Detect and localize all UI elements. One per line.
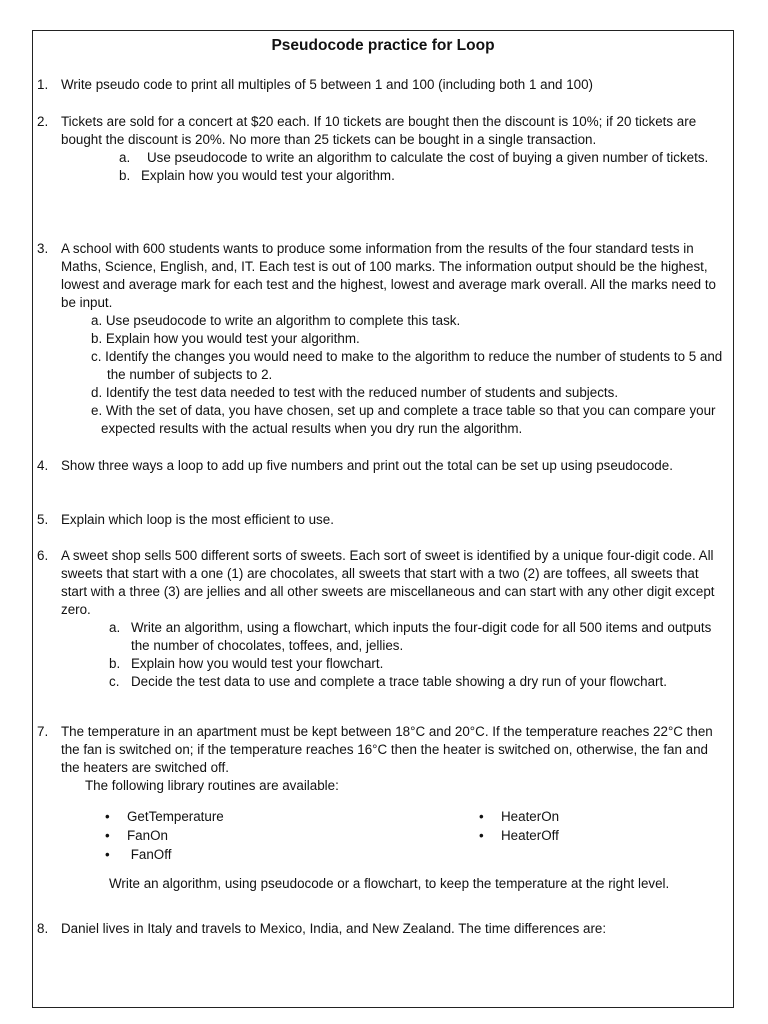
subquestion-d: d. Identify the test data needed to test with the reduced number of students and subjects. (91, 385, 619, 400)
routine-name: HeaterOff (501, 828, 559, 843)
list-item (105, 845, 224, 864)
routines-intro: The following library routines are available: (85, 778, 339, 793)
subquestion-a (109, 619, 727, 655)
question-text: Tickets are sold for a concert at $20 each. If 10 tickets are bought then the discount is 10%; if 20 tickets are bought the discount is 20%. No more than 25 tickets can be bought in a single transaction. (61, 114, 697, 147)
bullet-icon: • (105, 828, 110, 843)
question-8 (37, 920, 727, 938)
question-1 (37, 76, 727, 94)
question-text: Write pseudo code to print all multiples of 5 between 1 and 100 (including both 1 and 100) (61, 77, 594, 92)
subquestion-text: Decide the test data to use and complete a trace table showing a dry run of your flowchart. (131, 674, 667, 689)
subquestion-text: Explain how you would test your algorithm. (141, 168, 395, 183)
subquestion-label: b. (119, 168, 131, 183)
question-7 (37, 723, 727, 795)
question-5 (37, 511, 727, 529)
bullet-icon: • (105, 847, 110, 862)
worksheet-page (32, 30, 734, 1008)
question-number: 1. (37, 77, 49, 92)
page-title: Pseudocode practice for Loop (271, 37, 495, 54)
question-number: 2. (37, 114, 49, 129)
question-text: Daniel lives in Italy and travels to Mexico, India, and New Zealand. The time differences are: (61, 921, 607, 936)
routine-list-left (105, 807, 224, 864)
question-number: 5. (37, 512, 49, 527)
subquestion-label: a. (119, 150, 131, 165)
routine-name: FanOn (127, 828, 168, 843)
bullet-icon: • (105, 809, 110, 824)
routine-name: GetTemperature (127, 809, 224, 824)
subquestion-b (119, 167, 727, 185)
question-text: A sweet shop sells 500 different sorts of sweets. Each sort of sweet is identified by a unique four-digit code. All sweets that start with a one (1) are chocolates, all sweets that start with a two (2) are toffees, all sweets that start with a three (3) are jellies and all other sweets are miscellaneous and can start with any other digit except zero. (61, 548, 715, 617)
subquestion-label: a. (109, 620, 121, 635)
question-text: The temperature in an apartment must be kept between 18°C and 20°C. If the temperature reaches 22°C then the fan is switched on; if the temperature reaches 16°C then the heater is switched on, otherwise, the fan and the heaters are switched off. (61, 724, 713, 775)
bullet-icon: • (479, 828, 484, 843)
bullet-icon: • (479, 809, 484, 824)
subquestion-text: Write an algorithm, using a flowchart, which inputs the four-digit code for all 500 items and outputs the number of chocolates, toffees, and, jellies. (131, 620, 712, 653)
subquestion-label: c. (109, 674, 120, 689)
question-6 (37, 547, 727, 691)
subquestion-text: Use pseudocode to write an algorithm to calculate the cost of buying a given number of tickets. (147, 150, 709, 165)
list-item (105, 826, 224, 845)
list-item (105, 807, 224, 826)
subquestion-a: a. Use pseudocode to write an algorithm to complete this task. (91, 313, 461, 328)
subquestion-b (109, 655, 727, 673)
subquestion-label: b. (109, 656, 121, 671)
question-number: 7. (37, 724, 49, 739)
question-text: Explain which loop is the most efficient to use. (61, 512, 334, 527)
question-7-task: Write an algorithm, using pseudocode or a flowchart, to keep the temperature at the right level. (109, 876, 670, 891)
routine-list-right (479, 807, 559, 845)
routine-name: FanOff (127, 847, 172, 862)
subquestion-b: b. Explain how you would test your algorithm. (91, 331, 360, 346)
subquestion-a (119, 149, 727, 167)
question-text: Show three ways a loop to add up five numbers and print out the total can be set up using pseudocode. (61, 458, 673, 473)
question-number: 6. (37, 548, 49, 563)
routine-name: HeaterOn (501, 809, 560, 824)
list-item (479, 807, 559, 826)
question-number: 8. (37, 921, 49, 936)
subquestion-e: e. With the set of data, you have chosen, set up and complete a trace table so that you can compare your expected results with the actual results when you dry run the algorithm. (91, 403, 716, 436)
question-number: 3. (37, 241, 49, 256)
question-4 (37, 457, 727, 475)
subquestion-c: c. Identify the changes you would need to make to the algorithm to reduce the number of students to 5 and the number of subjects to 2. (91, 349, 723, 382)
question-number: 4. (37, 458, 49, 473)
subquestion-text: Explain how you would test your flowchart. (131, 656, 384, 671)
question-2 (37, 113, 727, 185)
question-text: A school with 600 students wants to produce some information from the results of the four standard tests in Maths, Science, English, and, IT. Each test is out of 100 marks. The information output should be the highest, lowest and average mark for each test and the highest, lowest and average mark overall. All the marks need to be input. (61, 241, 717, 310)
question-3 (37, 240, 727, 438)
list-item (479, 826, 559, 845)
subquestion-c (109, 673, 727, 691)
